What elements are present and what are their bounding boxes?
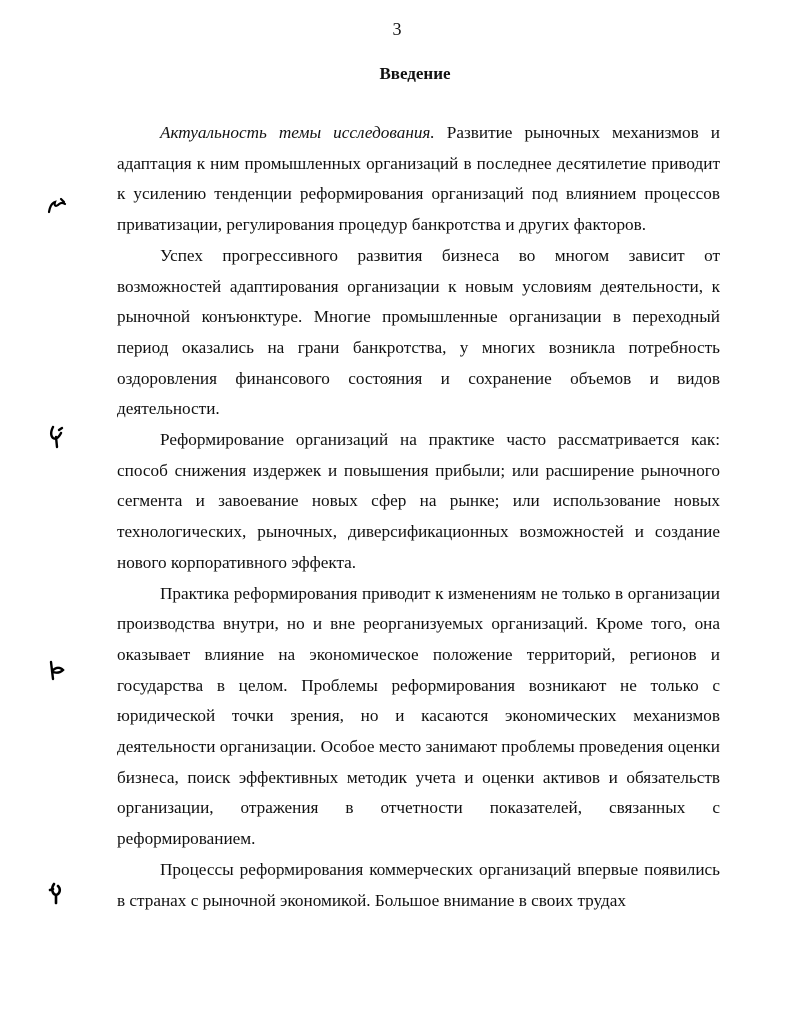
margin-mark-icon <box>46 196 70 216</box>
margin-mark-icon <box>46 659 70 683</box>
paragraph-3: Реформирование организаций на практике часто рассматривается как: способ снижения издержек и повышения прибыли; или расширение рыночного сегмента и завоевание новых сфер на рынке; или использование новых технологических, рыночных, диверсификационных возможностей и создание нового корпоративного эффекта. <box>117 430 720 572</box>
paragraph-5: Процессы реформирования коммерческих организаций впервые появились в странах с рыночной экономикой. Большое внимание в своих трудах <box>117 859 720 910</box>
paragraph-1-lead: Актуальность темы исследования. <box>160 123 435 142</box>
paragraph-1-text: Развитие рыночных механизмов и адаптация к ним промышленных организаций в последнее десятилетие приводит к усилению тенденции реформирования организаций под влиянием процессов приватизации, регулирования процедур банкротства и других факторов. <box>117 123 720 235</box>
paragraph-2: Успех прогрессивного развития бизнеса во многом зависит от возможностей адаптирования организации к новым условиям деятельности, к рыночной конъюнктуре. Многие промышленные организации в переходный период оказались на грани банкротства, у многих возникла потребность оздоровления финансового состояния и сохранение объемов и видов деятельности. <box>117 245 720 419</box>
margin-mark-icon <box>46 880 68 906</box>
page-number: 3 <box>392 19 402 39</box>
paragraph-1 <box>117 118 720 241</box>
paragraph-4: Практика реформирования приводит к изменениям не только в организации производства внутри, но и вне реорганизуемых организаций. Кроме того, она оказывает влияние на экономическое положение территорий, регионов и государства в целом. Проблемы реформирования возникают не только с юридической точки зрения, но и касаются экономических механизмов деятельности организации. Особое место занимают проблемы проведения оценки бизнеса, поиск эффективных методик учета и оценки активов и обязательств организации, отражения в отчетности показателей, связанных с реформированием. <box>117 583 720 849</box>
document-body <box>117 118 720 916</box>
section-title: Введение <box>379 64 451 83</box>
margin-mark-icon <box>46 424 68 450</box>
